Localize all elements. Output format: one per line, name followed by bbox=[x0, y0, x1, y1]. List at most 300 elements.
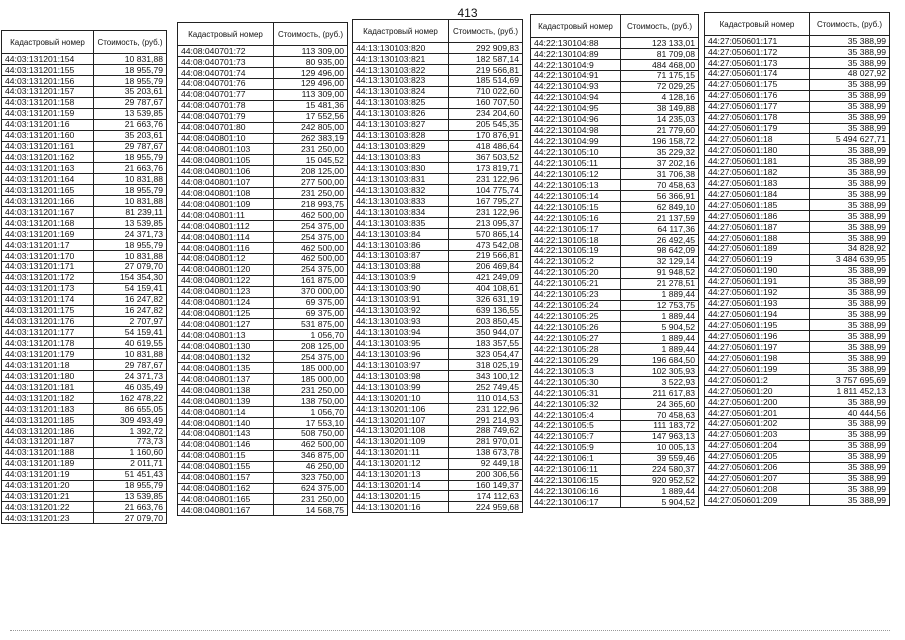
cost-cell: 69 375,00 bbox=[274, 308, 348, 319]
table-row bbox=[353, 152, 523, 163]
cost-cell: 35 388,99 bbox=[810, 189, 890, 200]
table-row bbox=[705, 232, 890, 243]
cost-cell: 318 025,19 bbox=[449, 360, 523, 371]
cost-cell: 288 749,62 bbox=[449, 425, 523, 436]
cost-cell: 231 122,96 bbox=[449, 403, 523, 414]
table-row bbox=[531, 202, 699, 213]
cadastral-number-cell: 44:13:130103:826 bbox=[353, 108, 449, 119]
cadastral-number-cell: 44:22:130105:2 bbox=[531, 256, 621, 267]
cadastral-number-cell: 44:13:130201:13 bbox=[353, 469, 449, 480]
table-row bbox=[705, 243, 890, 254]
cadastral-number-cell: 44:08:040801:124 bbox=[178, 297, 274, 308]
header-cadastral-number: Кадастровый номер bbox=[2, 31, 94, 54]
cadastral-number-cell: 44:13:130103:84 bbox=[353, 228, 449, 239]
table-row bbox=[531, 409, 699, 420]
cost-cell: 24 365,60 bbox=[621, 398, 699, 409]
cadastral-number-cell: 44:22:130105:16 bbox=[531, 213, 621, 224]
cadastral-number-cell: 44:13:130201:109 bbox=[353, 436, 449, 447]
cost-cell: 35 388,99 bbox=[810, 298, 890, 309]
cadastral-number-cell: 44:13:130103:823 bbox=[353, 75, 449, 86]
cost-cell: 462 500,00 bbox=[274, 242, 348, 253]
cost-cell: 462 500,00 bbox=[274, 253, 348, 264]
table-row bbox=[705, 68, 890, 79]
cost-cell: 35 388,99 bbox=[810, 265, 890, 276]
cadastral-number-cell: 44:03:131201:155 bbox=[2, 64, 94, 75]
cadastral-number-cell: 44:22:130106:16 bbox=[531, 486, 621, 497]
table-row bbox=[178, 505, 348, 516]
table-row bbox=[705, 320, 890, 331]
cost-cell: 10 831,88 bbox=[94, 250, 167, 261]
cost-cell: 111 183,72 bbox=[621, 420, 699, 431]
cadastral-number-cell: 44:13:130103:90 bbox=[353, 283, 449, 294]
cost-cell: 182 587,14 bbox=[449, 53, 523, 64]
table-row bbox=[178, 275, 348, 286]
cost-cell: 110 014,53 bbox=[449, 393, 523, 404]
cadastral-number-cell: 44:08:040801:135 bbox=[178, 363, 274, 374]
cost-cell: 35 388,99 bbox=[810, 364, 890, 375]
cadastral-number-cell: 44:13:130103:91 bbox=[353, 294, 449, 305]
table-row bbox=[705, 298, 890, 309]
cadastral-number-cell: 44:08:040801:162 bbox=[178, 483, 274, 494]
cadastral-number-cell: 44:08:040801:116 bbox=[178, 242, 274, 253]
table-row bbox=[2, 305, 167, 316]
cost-cell: 81 239,11 bbox=[94, 207, 167, 218]
table-row bbox=[531, 70, 699, 81]
table-row bbox=[705, 123, 890, 134]
cost-cell: 309 493,49 bbox=[94, 414, 167, 425]
table-row bbox=[531, 442, 699, 453]
cost-cell: 24 371,73 bbox=[94, 371, 167, 382]
cost-cell: 35 388,99 bbox=[810, 309, 890, 320]
cost-cell: 26 492,45 bbox=[621, 234, 699, 245]
cost-cell: 3 757 695,69 bbox=[810, 375, 890, 386]
cadastral-number-cell: 44:03:131201:159 bbox=[2, 108, 94, 119]
table-row bbox=[353, 305, 523, 316]
cost-cell: 86 655,05 bbox=[94, 404, 167, 415]
table-row bbox=[178, 341, 348, 352]
cost-cell: 4 128,16 bbox=[621, 92, 699, 103]
cost-cell: 48 027,92 bbox=[810, 68, 890, 79]
table-row bbox=[353, 119, 523, 130]
cost-cell: 113 309,00 bbox=[274, 89, 348, 100]
cadastral-number-cell: 44:27:050601:182 bbox=[705, 167, 810, 178]
cost-cell: 1 889,44 bbox=[621, 333, 699, 344]
table-row bbox=[705, 178, 890, 189]
cadastral-number-cell: 44:22:130104:99 bbox=[531, 136, 621, 147]
cadastral-number-cell: 44:22:130104:93 bbox=[531, 81, 621, 92]
table-row bbox=[178, 242, 348, 253]
cadastral-number-cell: 44:13:130103:821 bbox=[353, 53, 449, 64]
cost-cell: 12 753,75 bbox=[621, 300, 699, 311]
cost-cell: 1 889,44 bbox=[621, 344, 699, 355]
cadastral-number-cell: 44:08:040801:143 bbox=[178, 428, 274, 439]
cadastral-number-cell: 44:13:130103:86 bbox=[353, 239, 449, 250]
header-cost: Стоимость, (руб.) bbox=[810, 13, 890, 36]
cadastral-number-cell: 44:22:130104:96 bbox=[531, 114, 621, 125]
cadastral-number-cell: 44:22:130105:26 bbox=[531, 322, 621, 333]
cadastral-number-cell: 44:27:050601:195 bbox=[705, 320, 810, 331]
cost-cell: 200 306,56 bbox=[449, 469, 523, 480]
cost-cell: 64 117,36 bbox=[621, 223, 699, 234]
cadastral-number-cell: 44:08:040801:130 bbox=[178, 341, 274, 352]
table-row bbox=[178, 472, 348, 483]
table-row bbox=[2, 54, 167, 65]
cost-cell: 98 642,09 bbox=[621, 245, 699, 256]
table-row bbox=[2, 207, 167, 218]
table-row bbox=[178, 406, 348, 417]
cadastral-number-cell: 44:03:131201:172 bbox=[2, 272, 94, 283]
table-row bbox=[178, 231, 348, 242]
cost-cell: 404 108,61 bbox=[449, 283, 523, 294]
table-row bbox=[531, 136, 699, 147]
cost-cell: 54 159,41 bbox=[94, 327, 167, 338]
cost-cell: 35 388,99 bbox=[810, 57, 890, 68]
table-row bbox=[705, 211, 890, 222]
table-row bbox=[2, 97, 167, 108]
table-row bbox=[705, 386, 890, 397]
cadastral-number-cell: 44:27:050601:200 bbox=[705, 396, 810, 407]
cadastral-number-cell: 44:03:131201:163 bbox=[2, 163, 94, 174]
table-row bbox=[705, 57, 890, 68]
cadastral-number-cell: 44:08:040801:140 bbox=[178, 417, 274, 428]
cost-cell: 160 149,37 bbox=[449, 480, 523, 491]
table-row bbox=[178, 286, 348, 297]
table-row bbox=[178, 67, 348, 78]
cadastral-number-cell: 44:27:050601:173 bbox=[705, 57, 810, 68]
cost-cell: 46 250,00 bbox=[274, 461, 348, 472]
cost-cell: 219 566,81 bbox=[449, 250, 523, 261]
cadastral-number-cell: 44:08:040801:107 bbox=[178, 177, 274, 188]
cadastral-number-cell: 44:08:040801:114 bbox=[178, 231, 274, 242]
table-row bbox=[531, 300, 699, 311]
table-row bbox=[353, 97, 523, 108]
table-row bbox=[178, 374, 348, 385]
cadastral-number-cell: 44:22:130105:7 bbox=[531, 431, 621, 442]
cost-cell: 167 795,27 bbox=[449, 196, 523, 207]
cost-cell: 173 819,71 bbox=[449, 163, 523, 174]
cost-cell: 291 214,93 bbox=[449, 414, 523, 425]
cost-cell: 104 775,74 bbox=[449, 185, 523, 196]
cost-cell: 218 993,75 bbox=[274, 199, 348, 210]
table-row bbox=[353, 108, 523, 119]
table-row bbox=[531, 289, 699, 300]
table-row bbox=[2, 480, 167, 491]
table-row bbox=[178, 308, 348, 319]
cadastral-number-cell: 44:03:131201:177 bbox=[2, 327, 94, 338]
cost-cell: 15 481,36 bbox=[274, 100, 348, 111]
cadastral-number-cell: 44:13:130103:92 bbox=[353, 305, 449, 316]
cadastral-number-cell: 44:27:050601:209 bbox=[705, 495, 810, 506]
cost-cell: 35 388,99 bbox=[810, 396, 890, 407]
cadastral-number-cell: 44:22:130104:88 bbox=[531, 38, 621, 49]
cadastral-number-cell: 44:03:131201:176 bbox=[2, 316, 94, 327]
cadastral-number-cell: 44:03:131201:165 bbox=[2, 185, 94, 196]
table-row bbox=[178, 177, 348, 188]
cost-cell: 18 955,79 bbox=[94, 239, 167, 250]
table-row bbox=[705, 265, 890, 276]
cadastral-number-cell: 44:13:130103:93 bbox=[353, 316, 449, 327]
cost-cell: 123 133,01 bbox=[621, 38, 699, 49]
table-row bbox=[531, 158, 699, 169]
cost-cell: 185 514,69 bbox=[449, 75, 523, 86]
cadastral-number-cell: 44:27:050601:188 bbox=[705, 232, 810, 243]
cadastral-number-cell: 44:08:040701:72 bbox=[178, 46, 274, 57]
cost-cell: 3 522,93 bbox=[621, 377, 699, 388]
table-row bbox=[353, 327, 523, 338]
cadastral-number-cell: 44:27:050601:180 bbox=[705, 145, 810, 156]
cadastral-number-cell: 44:22:130105:12 bbox=[531, 169, 621, 180]
table-row bbox=[2, 119, 167, 130]
cadastral-number-cell: 44:13:130103:98 bbox=[353, 371, 449, 382]
cadastral-number-cell: 44:08:040801:108 bbox=[178, 188, 274, 199]
cadastral-number-cell: 44:13:130201:12 bbox=[353, 458, 449, 469]
cost-cell: 462 500,00 bbox=[274, 210, 348, 221]
table-row bbox=[178, 111, 348, 122]
cost-cell: 162 478,22 bbox=[94, 393, 167, 404]
table-row bbox=[353, 393, 523, 404]
table-row bbox=[353, 272, 523, 283]
cadastral-number-cell: 44:22:130104:95 bbox=[531, 103, 621, 114]
cadastral-number-cell: 44:22:130105:23 bbox=[531, 289, 621, 300]
table-row bbox=[178, 122, 348, 133]
cost-cell: 35 388,99 bbox=[810, 473, 890, 484]
table-row bbox=[705, 46, 890, 57]
cost-cell: 80 935,00 bbox=[274, 56, 348, 67]
cadastral-number-cell: 44:13:130103:824 bbox=[353, 86, 449, 97]
table-row bbox=[531, 475, 699, 486]
cost-cell: 27 079,70 bbox=[94, 513, 167, 524]
table-row bbox=[531, 388, 699, 399]
cadastral-number-cell: 44:03:131201:21 bbox=[2, 491, 94, 502]
table-row bbox=[178, 89, 348, 100]
cadastral-number-cell: 44:03:131201:189 bbox=[2, 458, 94, 469]
table-row bbox=[705, 189, 890, 200]
cadastral-number-cell: 44:08:040801:13 bbox=[178, 330, 274, 341]
cost-cell: 24 371,73 bbox=[94, 229, 167, 240]
cadastral-number-cell: 44:22:130105:32 bbox=[531, 398, 621, 409]
cost-cell: 35 388,99 bbox=[810, 353, 890, 364]
cadastral-number-cell: 44:13:130103:833 bbox=[353, 196, 449, 207]
cadastral-number-cell: 44:27:050601:2 bbox=[705, 375, 810, 386]
cost-cell: 5 494 627,71 bbox=[810, 134, 890, 145]
cadastral-number-cell: 44:08:040701:76 bbox=[178, 78, 274, 89]
table-row bbox=[2, 174, 167, 185]
cost-cell: 18 955,79 bbox=[94, 64, 167, 75]
table-row bbox=[178, 133, 348, 144]
table-row bbox=[705, 112, 890, 123]
table-row bbox=[2, 447, 167, 458]
cadastral-number-cell: 44:13:130201:16 bbox=[353, 502, 449, 513]
cadastral-number-cell: 44:27:050601:177 bbox=[705, 101, 810, 112]
table-row bbox=[531, 333, 699, 344]
cadastral-number-cell: 44:03:131201:19 bbox=[2, 469, 94, 480]
table-row bbox=[2, 371, 167, 382]
cost-cell: 70 458,63 bbox=[621, 409, 699, 420]
cadastral-number-cell: 44:22:130106:1 bbox=[531, 453, 621, 464]
cadastral-number-cell: 44:13:130201:106 bbox=[353, 403, 449, 414]
header-cadastral-number: Кадастровый номер bbox=[705, 13, 810, 36]
cost-cell: 14 235,03 bbox=[621, 114, 699, 125]
table-row bbox=[353, 436, 523, 447]
cadastral-number-cell: 44:13:130103:830 bbox=[353, 163, 449, 174]
cadastral-number-cell: 44:13:130201:10 bbox=[353, 393, 449, 404]
table-row bbox=[178, 363, 348, 374]
table-row bbox=[2, 414, 167, 425]
cost-cell: 231 250,00 bbox=[274, 188, 348, 199]
cost-cell: 21 779,60 bbox=[621, 125, 699, 136]
table-row bbox=[705, 473, 890, 484]
cost-cell: 196 684,50 bbox=[621, 355, 699, 366]
cost-cell: 10 831,88 bbox=[94, 196, 167, 207]
table-row bbox=[531, 103, 699, 114]
table-row bbox=[531, 48, 699, 59]
table-row bbox=[178, 352, 348, 363]
cadastral-number-cell: 44:03:131201:154 bbox=[2, 54, 94, 65]
cost-cell: 35 388,99 bbox=[810, 36, 890, 47]
table-row bbox=[705, 495, 890, 506]
cost-cell: 21 663,76 bbox=[94, 163, 167, 174]
cadastral-number-cell: 44:22:130105:30 bbox=[531, 377, 621, 388]
cost-cell: 277 500,00 bbox=[274, 177, 348, 188]
table-row bbox=[353, 382, 523, 393]
cost-cell: 35 388,99 bbox=[810, 79, 890, 90]
cadastral-number-cell: 44:27:050601:176 bbox=[705, 90, 810, 101]
cost-cell: 34 828,92 bbox=[810, 243, 890, 254]
cadastral-number-cell: 44:27:050601:196 bbox=[705, 331, 810, 342]
cadastral-number-cell: 44:08:040701:73 bbox=[178, 56, 274, 67]
cadastral-number-cell: 44:08:040801:132 bbox=[178, 352, 274, 363]
cadastral-number-cell: 44:03:131201:188 bbox=[2, 447, 94, 458]
cost-cell: 1 811 452,13 bbox=[810, 386, 890, 397]
cadastral-number-cell: 44:27:050601:193 bbox=[705, 298, 810, 309]
table-row bbox=[353, 174, 523, 185]
cost-cell: 219 566,81 bbox=[449, 64, 523, 75]
cadastral-number-cell: 44:08:040801:127 bbox=[178, 319, 274, 330]
cost-cell: 2 707,97 bbox=[94, 316, 167, 327]
cost-cell: 185 000,00 bbox=[274, 363, 348, 374]
header-row bbox=[178, 23, 348, 46]
table-row bbox=[531, 223, 699, 234]
cost-cell: 35 388,99 bbox=[810, 167, 890, 178]
table-row bbox=[2, 513, 167, 524]
table-row bbox=[531, 377, 699, 388]
table-row bbox=[2, 458, 167, 469]
cost-cell: 21 663,76 bbox=[94, 119, 167, 130]
cost-cell: 70 458,63 bbox=[621, 180, 699, 191]
cost-cell: 138 673,78 bbox=[449, 447, 523, 458]
cadastral-number-cell: 44:08:040801:137 bbox=[178, 374, 274, 385]
cost-cell: 18 955,79 bbox=[94, 75, 167, 86]
cost-cell: 21 137,59 bbox=[621, 213, 699, 224]
cadastral-number-cell: 44:03:131201:185 bbox=[2, 414, 94, 425]
cadastral-number-cell: 44:03:131201:164 bbox=[2, 174, 94, 185]
cost-cell: 35 388,99 bbox=[810, 101, 890, 112]
table-row bbox=[353, 163, 523, 174]
table-row bbox=[705, 429, 890, 440]
cost-cell: 62 849,10 bbox=[621, 202, 699, 213]
cadastral-number-cell: 44:27:050601:203 bbox=[705, 429, 810, 440]
cost-cell: 21 663,76 bbox=[94, 502, 167, 513]
cadastral-number-cell: 44:03:131201:173 bbox=[2, 283, 94, 294]
header-cost: Стоимость, (руб.) bbox=[449, 20, 523, 43]
cadastral-number-cell: 44:22:130105:9 bbox=[531, 442, 621, 453]
table-row bbox=[531, 38, 699, 49]
header-cadastral-number: Кадастровый номер bbox=[353, 20, 449, 43]
cadastral-number-cell: 44:22:130105:5 bbox=[531, 420, 621, 431]
cadastral-number-cell: 44:03:131201:160 bbox=[2, 130, 94, 141]
cadastral-number-cell: 44:08:040801:14 bbox=[178, 406, 274, 417]
cadastral-number-cell: 44:03:131201:171 bbox=[2, 261, 94, 272]
table-row bbox=[2, 108, 167, 119]
cadastral-number-cell: 44:13:130103:97 bbox=[353, 360, 449, 371]
cadastral-number-cell: 44:03:131201:167 bbox=[2, 207, 94, 218]
table-row bbox=[178, 330, 348, 341]
cadastral-number-cell: 44:08:040801:120 bbox=[178, 264, 274, 275]
cost-cell: 531 875,00 bbox=[274, 319, 348, 330]
cost-cell: 418 486,64 bbox=[449, 141, 523, 152]
cadastral-number-cell: 44:08:040701:80 bbox=[178, 122, 274, 133]
cost-cell: 37 202,16 bbox=[621, 158, 699, 169]
cost-cell: 35 388,99 bbox=[810, 145, 890, 156]
cost-cell: 15 045,52 bbox=[274, 155, 348, 166]
header-cadastral-number: Кадастровый номер bbox=[178, 23, 274, 46]
table-row bbox=[531, 256, 699, 267]
cadastral-number-cell: 44:22:130105:28 bbox=[531, 344, 621, 355]
cadastral-number-cell: 44:27:050601:207 bbox=[705, 473, 810, 484]
table-row bbox=[531, 497, 699, 508]
table-row bbox=[705, 309, 890, 320]
cost-cell: 3 484 639,95 bbox=[810, 254, 890, 265]
cost-cell: 56 366,91 bbox=[621, 191, 699, 202]
cost-cell: 5 904,52 bbox=[621, 322, 699, 333]
cadastral-number-cell: 44:22:130105:17 bbox=[531, 223, 621, 234]
cadastral-number-cell: 44:03:131201:179 bbox=[2, 349, 94, 360]
cadastral-number-cell: 44:13:130103:825 bbox=[353, 97, 449, 108]
cadastral-number-cell: 44:08:040801:106 bbox=[178, 166, 274, 177]
cost-cell: 639 136,55 bbox=[449, 305, 523, 316]
cadastral-number-cell: 44:03:131201:175 bbox=[2, 305, 94, 316]
cadastral-number-cell: 44:22:130105:19 bbox=[531, 245, 621, 256]
table-row bbox=[353, 316, 523, 327]
cadastral-number-cell: 44:22:130105:25 bbox=[531, 311, 621, 322]
table-row bbox=[353, 403, 523, 414]
cost-cell: 35 388,99 bbox=[810, 320, 890, 331]
cost-cell: 211 617,83 bbox=[621, 388, 699, 399]
cost-cell: 35 388,99 bbox=[810, 287, 890, 298]
cost-cell: 254 375,00 bbox=[274, 231, 348, 242]
cadastral-number-cell: 44:22:130104:98 bbox=[531, 125, 621, 136]
cadastral-number-cell: 44:22:130106:11 bbox=[531, 464, 621, 475]
cost-cell: 46 035,49 bbox=[94, 382, 167, 393]
cadastral-number-cell: 44:27:050601:194 bbox=[705, 309, 810, 320]
cost-cell: 773,73 bbox=[94, 436, 167, 447]
cost-cell: 35 388,99 bbox=[810, 418, 890, 429]
cost-cell: 252 749,45 bbox=[449, 382, 523, 393]
cadastral-number-cell: 44:13:130103:827 bbox=[353, 119, 449, 130]
table-row bbox=[178, 155, 348, 166]
cadastral-number-cell: 44:08:040801:112 bbox=[178, 221, 274, 232]
cadastral-number-cell: 44:27:050601:172 bbox=[705, 46, 810, 57]
cadastral-number-cell: 44:22:130105:27 bbox=[531, 333, 621, 344]
table-row bbox=[178, 199, 348, 210]
cost-cell: 508 750,00 bbox=[274, 428, 348, 439]
table-row bbox=[178, 56, 348, 67]
cadastral-number-cell: 44:08:040801:146 bbox=[178, 439, 274, 450]
cost-cell: 35 388,99 bbox=[810, 331, 890, 342]
cadastral-number-cell: 44:03:131201:18 bbox=[2, 360, 94, 371]
header-row bbox=[531, 15, 699, 38]
table-row bbox=[353, 349, 523, 360]
